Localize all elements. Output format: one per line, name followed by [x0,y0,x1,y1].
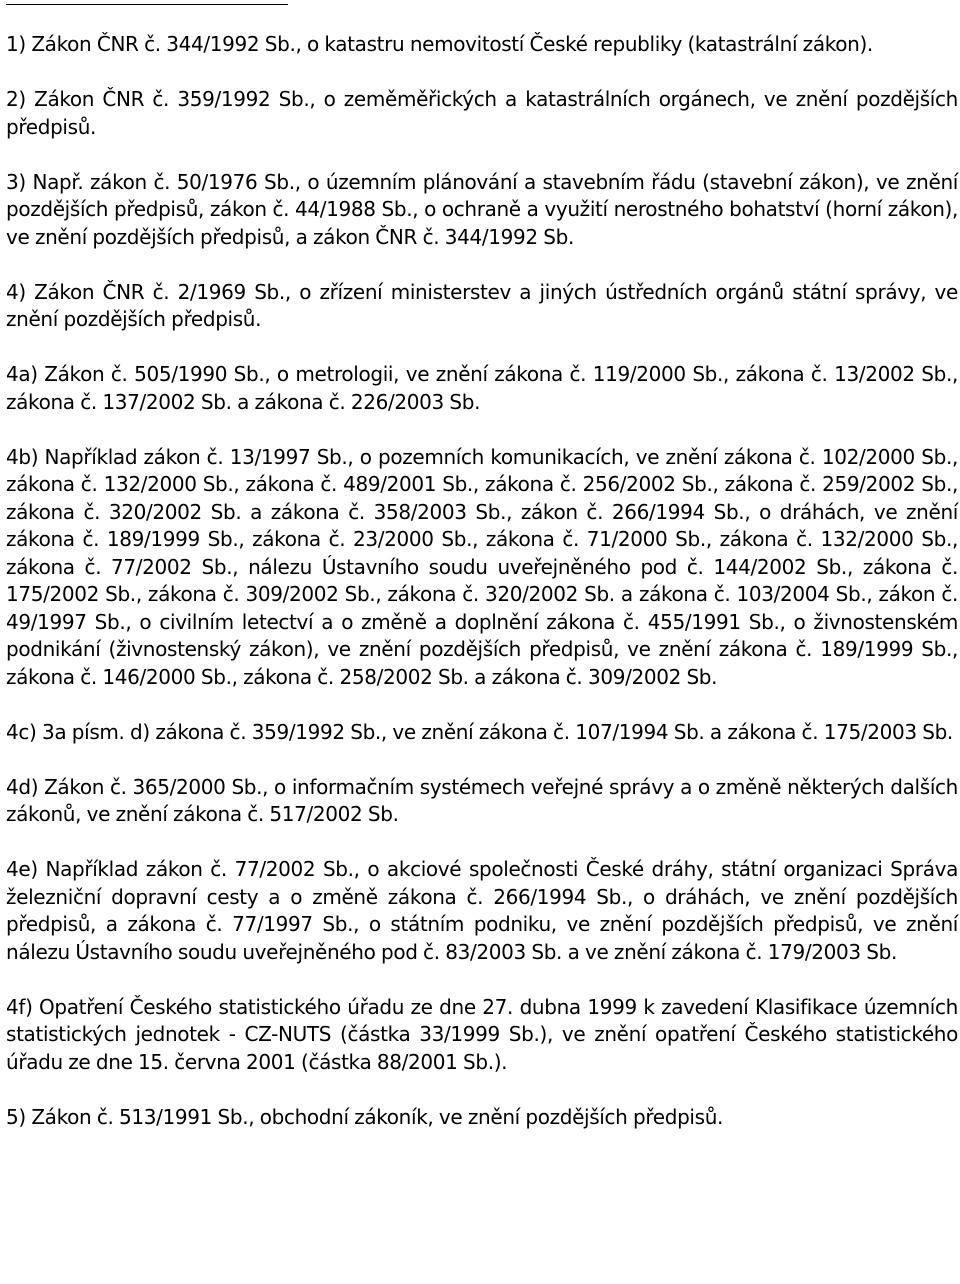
footnote-4e: 4e) Například zákon č. 77/2002 Sb., o akciové společnosti České dráhy, státní organizaci Správa železniční dopravní cesty a o změně zákona č. 266/1994 Sb., o dráhách, ve znění pozdějších předpisů, a zákona č. 77/1997 Sb., o státním podniku, ve znění pozdějších předpisů, ve znění nálezu Ústavního soudu uveřejněného pod č. 83/2003 Sb. a ve znění zákona č. 179/2003 Sb. [6,857,958,964]
footnote-2: 2) Zákon ČNR č. 359/1992 Sb., o zeměměřických a katastrálních orgánech, ve znění pozdějších předpisů. [6,87,958,139]
footnote-3: 3) Např. zákon č. 50/1976 Sb., o územním plánování a stavebním řádu (stavební zákon), ve znění pozdějších předpisů, zákon č. 44/1988 Sb., o ochraně a využití nerostného bohatství (horní zákon), ve znění pozdějších předpisů, a zákon ČNR č. 344/1992 Sb. [6,169,958,249]
footnotes-list [6,31,958,1159]
footnote-4c: 4c) 3a písm. d) zákona č. 359/1992 Sb., ve znění zákona č. 107/1994 Sb. a zákona č. 175/2003 Sb. [6,719,953,744]
footnote-4d: 4d) Zákon č. 365/2000 Sb., o informačním systémech veřejné správy a o změně některých dalších zákonů, ve znění zákona č. 517/2002 Sb. [6,774,958,826]
footnote-4a: 4a) Zákon č. 505/1990 Sb., o metrologii, ve znění zákona č. 119/2000 Sb., zákona č. 13/2002 Sb., zákona č. 137/2002 Sb. a zákona č. 226/2003 Sb. [6,362,958,414]
footnote-5: 5) Zákon č. 513/1991 Sb., obchodní zákoník, ve znění pozdějších předpisů. [6,1104,724,1129]
footnote-4f: 4f) Opatření Českého statistického úřadu ze dne 27. dubna 1999 k zavedení Klasifikace územních statistických jednotek - CZ-NUTS (částka 33/1999 Sb.), ve znění opatření Českého statistického úřadu ze dne 15. června 2001 (částka 88/2001 Sb.). [6,994,958,1074]
footnote-separator-rule [6,4,288,5]
footnote-4: 4) Zákon ČNR č. 2/1969 Sb., o zřízení ministerstev a jiných ústředních orgánů státní správy, ve znění pozdějších předpisů. [6,279,958,331]
footnote-1: 1) Zákon ČNR č. 344/1992 Sb., o katastru nemovitostí České republiky (katastrální zákon). [6,32,873,56]
footnote-4b: 4b) Například zákon č. 13/1997 Sb., o pozemních komunikacích, ve znění zákona č. 102/2000 Sb., zákona č. 132/2000 Sb., zákona č. 489/2001 Sb., zákona č. 256/2002 Sb., zákona č. 259/2002 Sb., zákona č. 320/2002 Sb. a zákona č. 358/2003 Sb., zákon č. 266/1994 Sb., o dráhách, ve znění zákona č. 189/1999 Sb., zákona č. 23/2000 Sb., zákona č. 71/2000 Sb., zákona č. 132/2000 Sb., zákona č. 77/2002 Sb., nálezu Ústavního soudu uveřejněného pod č. 144/2002 Sb., zákona č. 175/2002 Sb., zákona č. 309/2002 Sb., zákona č. 320/2002 Sb. a zákona č. 103/2004 Sb., zákon č. 49/1997 Sb., o civilním letectví a o změně a doplnění zákona č. 455/1991 Sb., o živnostenském podnikání (živnostenský zákon), ve znění pozdějších předpisů, ve znění zákona č. 189/1999 Sb., zákona č. 146/2000 Sb., zákona č. 258/2002 Sb. a zákona č. 309/2002 Sb. [6,444,958,689]
